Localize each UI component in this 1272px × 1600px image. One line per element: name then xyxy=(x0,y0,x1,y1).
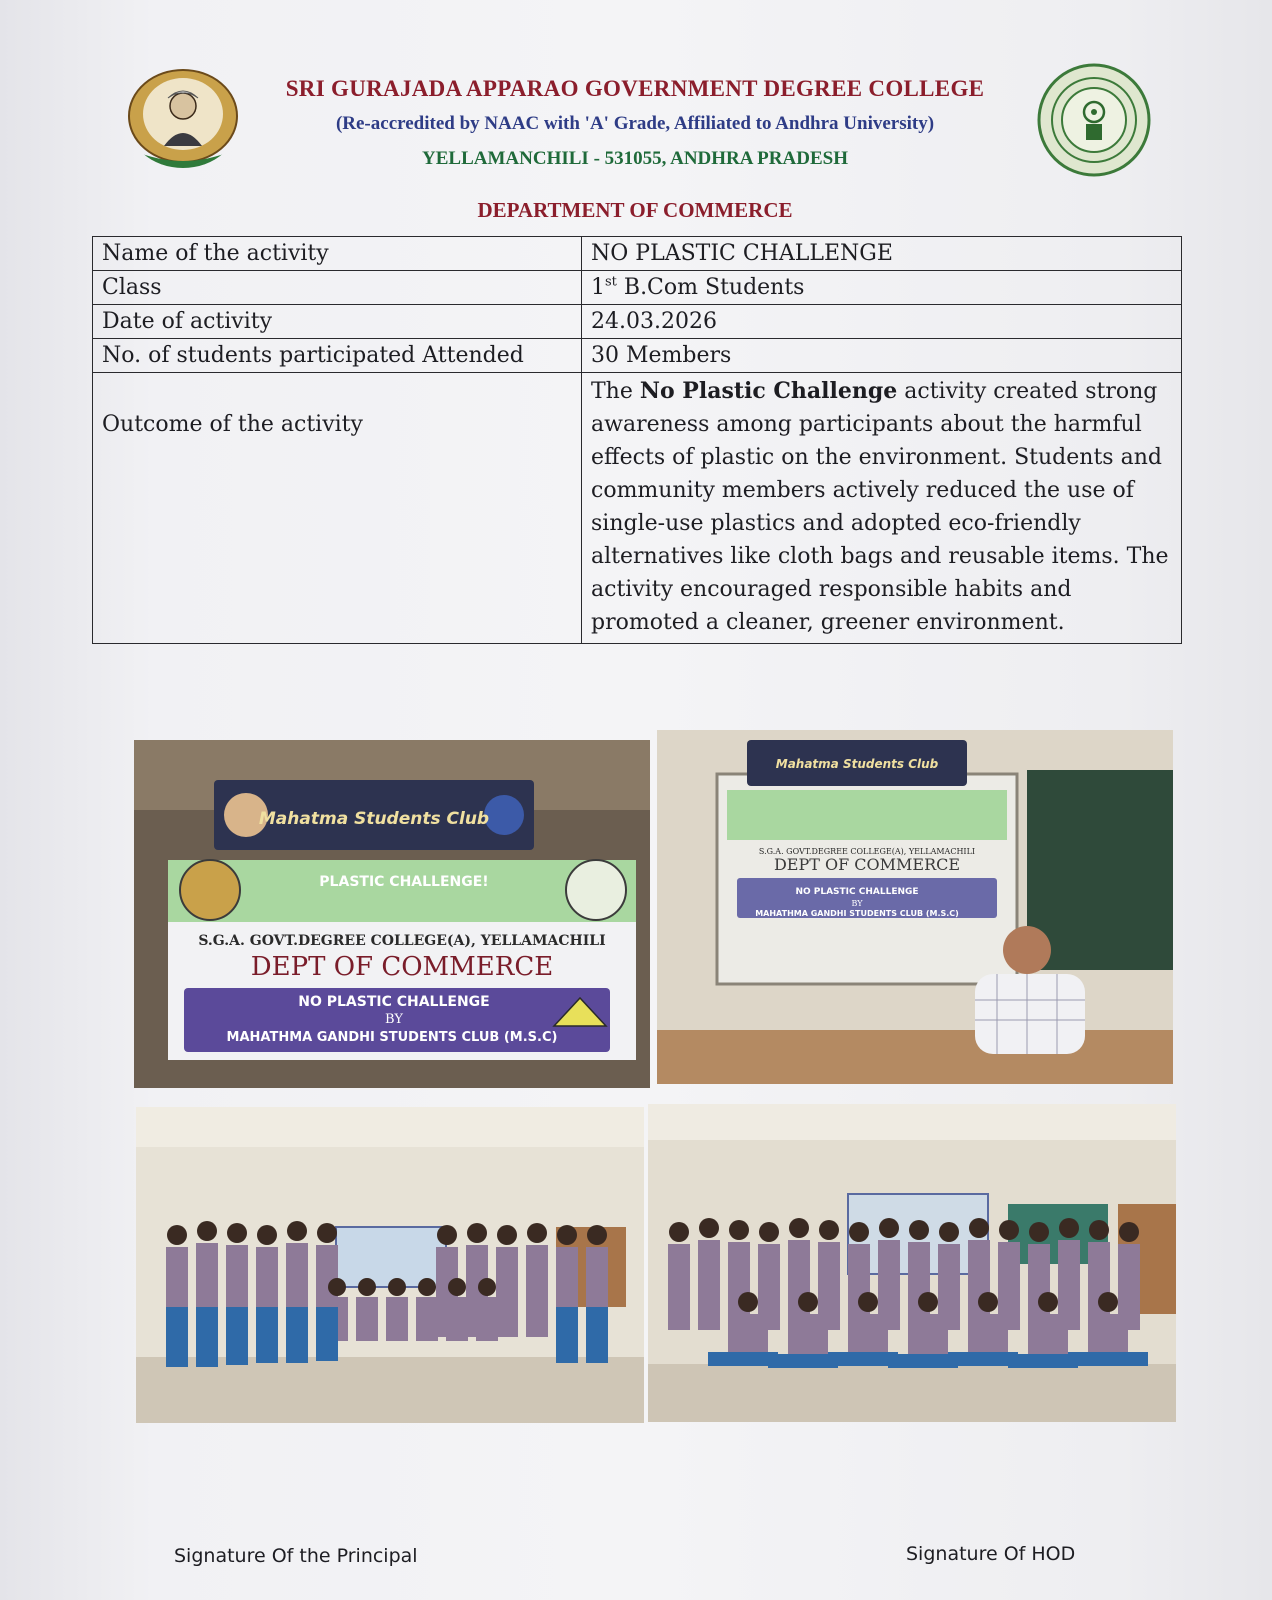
college-address: YELLAMANCHILI - 531055, ANDHRA PRADESH xyxy=(422,148,848,169)
row-label-activity-name: Name of the activity xyxy=(93,237,582,271)
table-row xyxy=(93,339,1182,373)
photo-teacher-at-banner xyxy=(657,730,1173,1084)
banner-challenge-heading: PLASTIC CHALLENGE! xyxy=(319,874,489,890)
banner-college-name-small: S.G.A. GOVT.DEGREE COLLEGE(A), YELLAMACHILI xyxy=(758,847,976,856)
college-portrait-emblem xyxy=(126,68,240,168)
activity-details-table xyxy=(92,236,1182,644)
club-banner-text-small: Mahatma Students Club xyxy=(775,757,939,771)
table-row xyxy=(93,305,1182,339)
banner-dept-small: DEPT OF COMMERCE xyxy=(773,855,961,874)
row-label-outcome: Outcome of the activity xyxy=(93,373,582,644)
banner-challenge-title: NO PLASTIC CHALLENGE xyxy=(298,994,490,1010)
banner-challenge-small: NO PLASTIC CHALLENGE xyxy=(795,887,919,897)
row-value-date: 24.03.2026 xyxy=(582,305,1182,339)
row-value-outcome xyxy=(582,373,1182,644)
banner-by-small: BY xyxy=(851,899,863,908)
college-name: SRI GURAJADA APPARAO GOVERNMENT DEGREE COLLEGE xyxy=(285,76,985,101)
department-title: DEPARTMENT OF COMMERCE xyxy=(477,198,793,222)
photo-banner-closeup xyxy=(134,740,650,1088)
row-label-date: Date of activity xyxy=(93,305,582,339)
row-value-participants: 30 Members xyxy=(582,339,1182,373)
class-year: 1 xyxy=(591,275,605,300)
row-value-class xyxy=(582,271,1182,305)
state-emblem-seal xyxy=(1036,62,1152,178)
outcome-text-bold: No Plastic Challenge xyxy=(639,378,898,404)
photo-group-seated xyxy=(648,1104,1176,1422)
table-row xyxy=(93,373,1182,644)
banner-club-full-small: MAHATHMA GANDHI STUDENTS CLUB (M.S.C) xyxy=(755,909,959,918)
banner-dept: DEPT OF COMMERCE xyxy=(250,952,554,982)
row-value-activity-name: NO PLASTIC CHALLENGE xyxy=(582,237,1182,271)
table-row xyxy=(93,237,1182,271)
table-row xyxy=(93,271,1182,305)
class-year-suffix: st xyxy=(605,274,617,290)
hod-signature-label: Signature Of HOD xyxy=(906,1543,1076,1565)
row-label-participants: No. of students participated Attended xyxy=(93,339,582,373)
outcome-text-start: The xyxy=(591,379,640,404)
principal-signature-label: Signature Of the Principal xyxy=(174,1545,418,1567)
photo-group-standing xyxy=(136,1107,644,1423)
accreditation-line: (Re-accredited by NAAC with 'A' Grade, Affiliated to Andhra University) xyxy=(335,113,935,134)
banner-by: BY xyxy=(385,1012,403,1027)
club-banner-text: Mahatma Students Club xyxy=(258,809,490,829)
banner-college-name: S.G.A. GOVT.DEGREE COLLEGE(A), YELLAMACHILI xyxy=(198,933,606,949)
outcome-text-rest: activity created strong awareness among participants about the harmful effects of plastic on the environment. Students and community members actively reduced the use of single-use plastics and adopted eco-friendly alternatives like cloth bags and reusable items. The activity encouraged responsible habits and promoted a cleaner, greener environment. xyxy=(591,379,1169,635)
row-label-class: Class xyxy=(93,271,582,305)
class-name: B.Com Students xyxy=(616,275,805,300)
banner-club-full: MAHATHMA GANDHI STUDENTS CLUB (M.S.C) xyxy=(226,1030,558,1045)
